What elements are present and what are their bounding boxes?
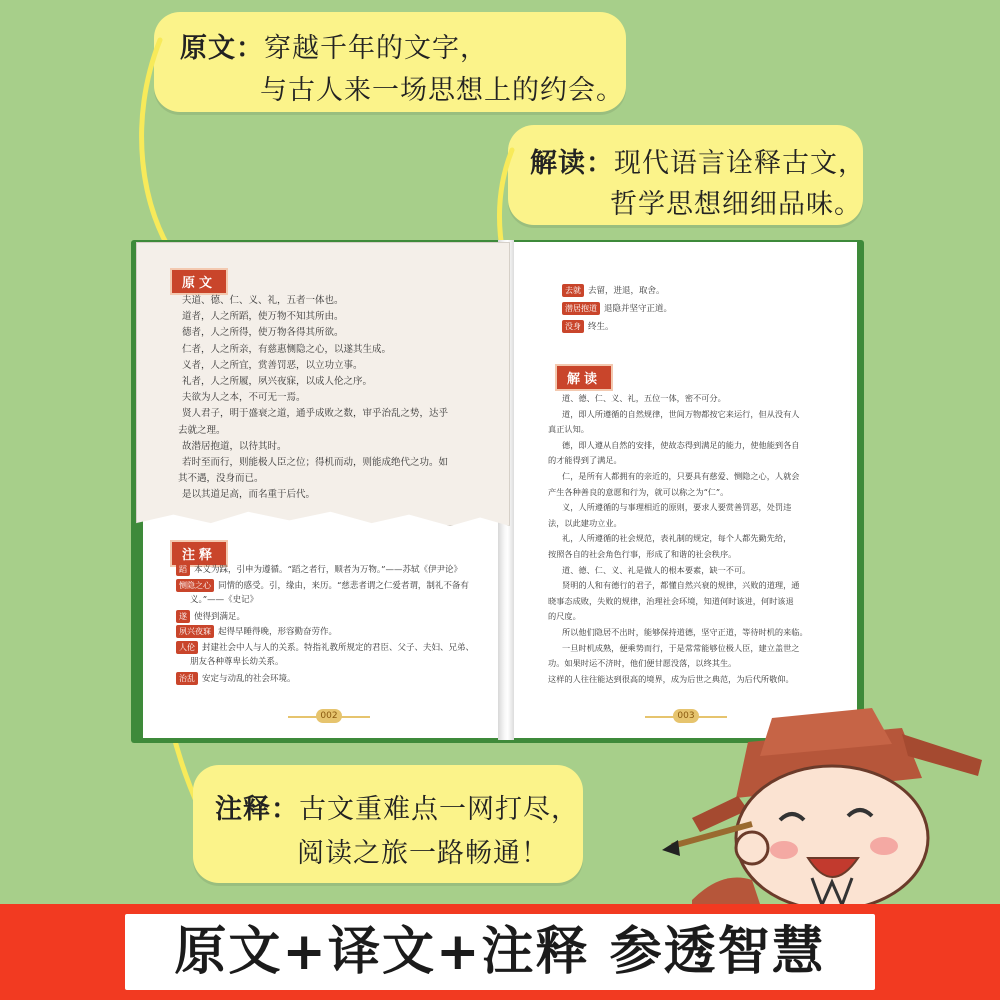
right-note-line	[562, 320, 614, 334]
note-line	[176, 641, 474, 655]
interpret-text-line: 所以他们隐居不出时，能够保持道德，坚守正道，等待时机的来临。	[562, 627, 808, 637]
callout-notes-line1: 古文重难点一网打尽，	[299, 794, 579, 825]
note-term-tag: 去就	[562, 284, 584, 297]
callout-interpret-line1: 现代语言诠释古文，	[614, 148, 866, 179]
note-term-tag: 遂	[176, 610, 190, 623]
callout-notes	[193, 765, 583, 883]
original-text-line: 是以其道足高，而名重于后代。	[182, 489, 316, 501]
callout-original-line2: 与古人来一场思想上的约会。	[260, 75, 624, 106]
interpret-text-line: 贤明的人和有德行的君子，都懂自然兴衰的规律，兴败的道理，通	[562, 580, 800, 591]
note-text: 去留，进退，取舍。	[588, 286, 665, 296]
callout-original-line1: 穿越千年的文字，	[264, 33, 488, 64]
interpret-text-line: 产生各种善良的意愿和行为，就可以称之为“仁”。	[548, 486, 729, 497]
interpret-text-line: 道、德、仁、义、礼是做人的根本要素，缺一不可。	[562, 564, 751, 575]
interpret-text-line: 晓事态成败，失败的规律，治理社会环境，知道何时该进，何时该退	[548, 595, 794, 606]
note-term-tag: 人伦	[176, 641, 198, 654]
interpret-text-line: 道、德、仁、义、礼，五位一体，密不可分。	[562, 393, 726, 403]
bottom-banner	[0, 904, 1000, 1000]
callout-interpret-key: 解读：	[530, 148, 614, 179]
note-term-tag: 蹈	[176, 563, 190, 576]
note-line	[176, 563, 462, 577]
note-text: 安定与动乱的社会环境。	[202, 673, 296, 684]
original-text-line: 德者，人之所得，使万物各得其所欲。	[182, 327, 344, 339]
interpret-text-line: 义，人所遵循的与事理相近的原则，要求人要赏善罚恶，处罚违	[562, 502, 792, 513]
interpret-text-line: 真正认知。	[548, 424, 589, 435]
note-line	[190, 656, 284, 669]
original-text-line: 故潜居抱道，以待其时。	[182, 440, 287, 452]
note-text: 同情的感受。引，缘由，来历。“慈悲者谓之仁爱者谓，制礼不备有	[218, 580, 469, 591]
right-note-line	[562, 302, 672, 316]
original-text-line: 其不遇，没身而已。	[178, 473, 264, 485]
page-number-left: 002	[316, 709, 342, 723]
note-text: 封建社会中人与人的关系。特指礼教所规定的君臣、父子、夫妇、兄弟、	[202, 642, 475, 653]
note-term-tag: 夙兴夜寐	[176, 625, 214, 638]
section-tag-original: 原文	[170, 268, 228, 295]
note-term-tag: 恻隐之心	[176, 579, 214, 592]
note-text: 朋友各种尊卑长幼关系。	[190, 657, 284, 667]
interpret-text-line: 的才能得到了满足。	[548, 455, 622, 466]
interpret-text-line: 仁，是所有人都拥有的亲近的，只要具有慈爱、恻隐之心，人就会	[562, 471, 800, 481]
note-text: 义。”——《史记》	[190, 595, 259, 605]
interpret-text-line: 这样的人往往能达到很高的境界，成为后世之典范，为后代所敬仰。	[548, 673, 794, 684]
note-line	[190, 594, 258, 607]
note-line	[176, 625, 337, 639]
original-text-line: 仁者，人之所亲，有慈惠恻隐之心，以遂其生成。	[182, 343, 392, 355]
interpret-text-line: 功。如果时运不济时，他们便甘愿没落，以终其生。	[548, 658, 737, 669]
note-text: 终生。	[588, 322, 614, 332]
bottom-banner-text: 原文+译文+注释 参透智慧	[174, 922, 826, 982]
note-text: 退隐并坚守正道。	[604, 304, 673, 314]
right-note-line	[562, 284, 665, 298]
interpret-text-line: 法，以此建功立业。	[548, 517, 622, 528]
page-number-right: 003	[673, 709, 699, 723]
interpret-text-line: 礼，人所遵循的社会规范，表礼制的规定，每个人都先勤先给，	[562, 533, 792, 544]
original-text-line: 夫欲为人之本，不可无一焉。	[182, 392, 306, 404]
note-term-tag: 没身	[562, 320, 584, 333]
bottom-banner-panel	[125, 914, 875, 990]
original-text-line: 礼者，人之所履，夙兴夜寐，以成人伦之序。	[182, 376, 373, 387]
original-text-line: 若时至而行，则能极人臣之位；得机而动，则能成绝代之功。如	[182, 457, 449, 468]
callout-original-key: 原文：	[180, 33, 264, 64]
note-text: 使得到满足。	[194, 611, 246, 622]
scholar-mascot-icon	[652, 700, 1000, 910]
interpret-text-line: 的尺度。	[548, 611, 581, 622]
note-text: 本义为踩，引申为遵循。“蹈之者行，顺者为万物。”——苏轼《伊尹论》	[194, 565, 462, 575]
note-text: 起得早睡得晚，形容勤奋劳作。	[218, 627, 338, 637]
original-text-line: 道者，人之所蹈，使万物不知其所由。	[182, 311, 344, 323]
interpret-text-line: 按照各自的社会角色行事，形成了和谐的社会秩序。	[548, 549, 737, 559]
original-text-line: 夫道、德、仁、义、礼，五者一体也。	[182, 295, 344, 306]
original-text-line: 去就之理。	[178, 424, 226, 436]
original-text-line: 义者，人之所宜，赏善罚恶，以立功立事。	[182, 359, 363, 371]
section-tag-notes: 注释	[170, 540, 228, 567]
original-text-line: 贤人君子，明于盛衰之道，通乎成败之数，审乎治乱之势，达乎	[182, 408, 449, 420]
callout-interpret-line2: 哲学思想细细品味。	[610, 189, 862, 220]
callout-notes-key: 注释：	[215, 794, 299, 825]
interpret-text-line: 一旦时机成熟，便乘势而行，于是常常能够位极人臣，建立盖世之	[562, 642, 800, 653]
note-term-tag: 治乱	[176, 672, 198, 685]
callout-notes-line2: 阅读之旅一路畅通！	[297, 838, 549, 869]
interpret-text-line: 道，即人所遵循的自然规律，世间万物都按它来运行，但从没有人	[562, 408, 800, 419]
note-line	[176, 579, 469, 593]
note-line	[176, 672, 296, 686]
interpret-text-line: 德，即人遵从自然的安排，使故态得到满足的能力，使他能到各自	[562, 439, 800, 450]
note-term-tag: 潜居抱道	[562, 302, 600, 315]
note-line	[176, 610, 245, 624]
section-tag-interpret: 解读	[555, 364, 613, 391]
